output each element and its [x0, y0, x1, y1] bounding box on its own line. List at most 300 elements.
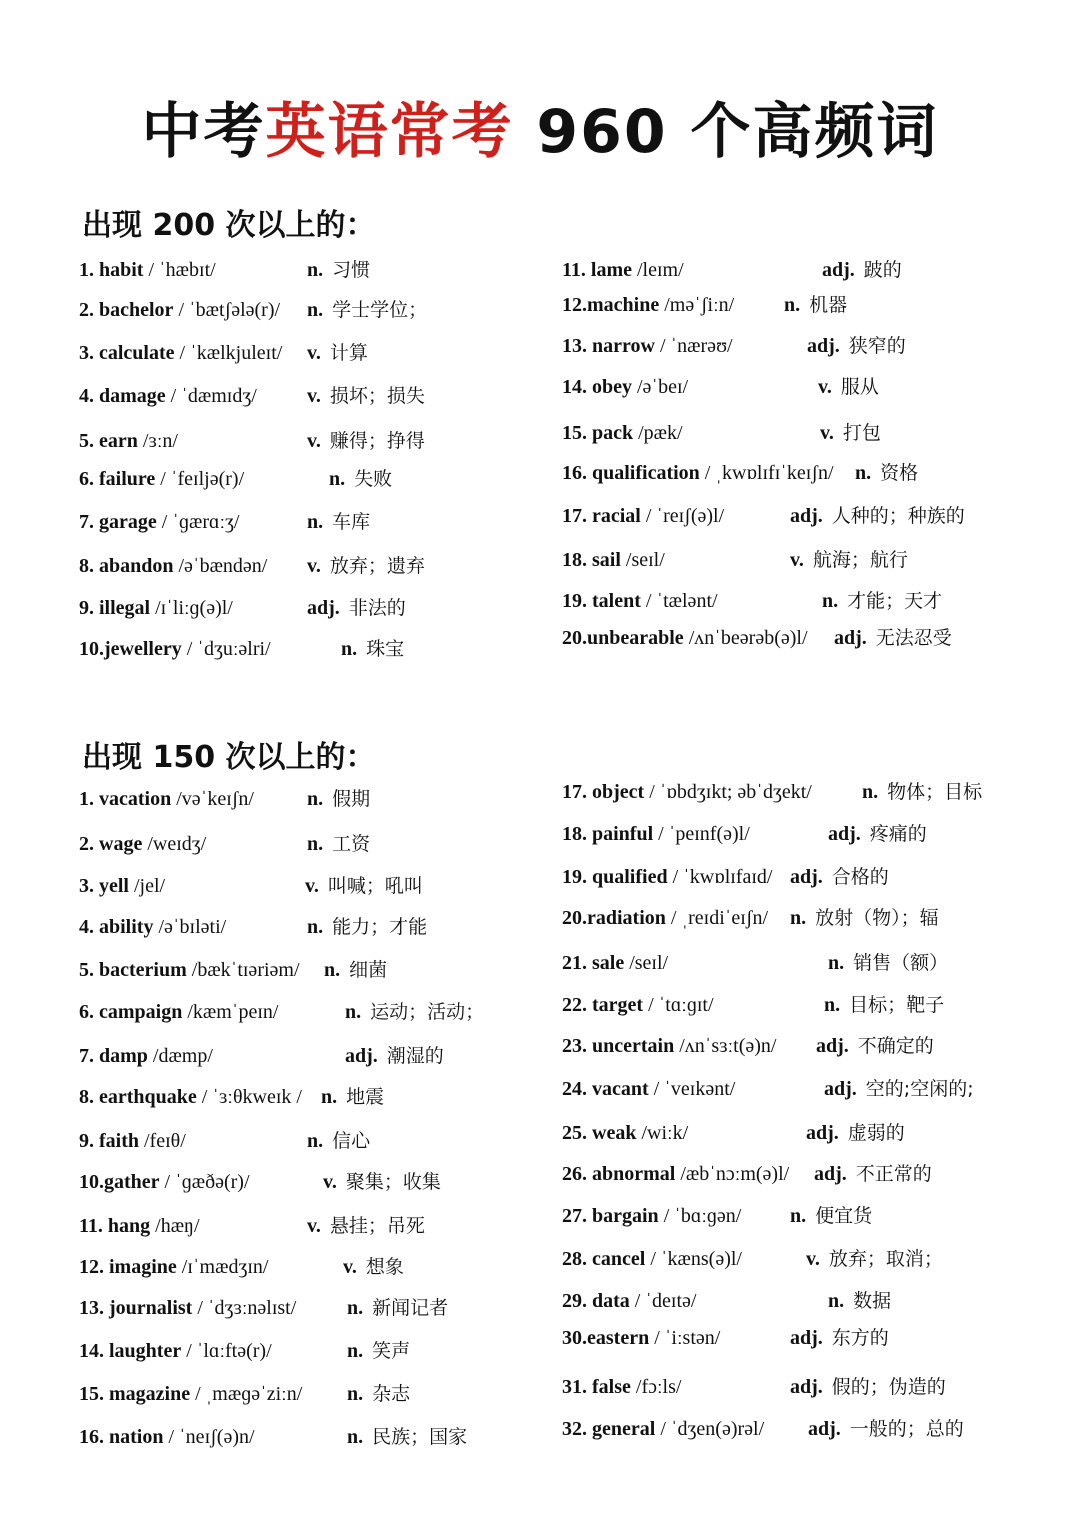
vocab-word: 18. painful	[562, 823, 654, 845]
vocab-phonetic: / ˈneɪʃ(ə)n/	[163, 1426, 255, 1448]
vocab-definition	[816, 1034, 934, 1058]
vocab-definition	[818, 375, 879, 399]
chinese-meaning: 不正常的	[855, 1163, 932, 1185]
vocab-definition	[806, 1247, 943, 1271]
vocab-definition	[790, 548, 908, 572]
chinese-meaning: 赚得；挣得	[329, 430, 425, 452]
vocab-word: 11. hang	[79, 1215, 151, 1237]
chinese-meaning: 叫喊；吼叫	[327, 875, 423, 897]
vocab-phonetic: /wiːk/	[636, 1122, 689, 1144]
vocab-word: 5. earn	[79, 430, 138, 452]
vocab-word: 21. sale	[562, 952, 625, 974]
vocab-definition	[784, 293, 847, 317]
vocab-word: 4. ability	[79, 916, 154, 938]
vocab-word: 16. nation	[79, 1426, 164, 1448]
part-of-speech: n.	[307, 788, 324, 810]
part-of-speech: v.	[307, 555, 321, 577]
vocab-word: 1. vacation	[79, 788, 172, 810]
vocab-definition	[307, 554, 425, 578]
chinese-meaning: 聚集；收集	[345, 1171, 441, 1193]
chinese-meaning: 潮湿的	[386, 1045, 444, 1067]
vocab-entry	[79, 874, 423, 898]
part-of-speech: v.	[790, 549, 804, 571]
vocab-word: 32. general	[562, 1418, 656, 1440]
vocab-definition	[822, 589, 942, 613]
vocab-phonetic: / ˈdʒuːəlri/	[181, 638, 271, 660]
vocab-word: 20.radiation	[562, 907, 666, 929]
vocab-entry	[79, 787, 371, 811]
part-of-speech: v.	[307, 385, 321, 407]
vocab-word: 1. habit	[79, 259, 144, 281]
part-of-speech: adj.	[790, 866, 823, 888]
vocab-phonetic: / ˌreɪdiˈeɪʃn/	[665, 907, 769, 929]
vocab-definition	[323, 1170, 441, 1194]
vocab-phonetic: /ɪˈliːɡ(ə)l/	[150, 597, 233, 619]
vocab-definition	[828, 822, 927, 846]
vocab-definition	[347, 1339, 410, 1363]
vocab-entry	[562, 421, 881, 445]
part-of-speech: adj.	[822, 259, 855, 281]
vocab-entry	[79, 1129, 371, 1153]
vocab-word: 6. campaign	[79, 1001, 183, 1023]
vocab-phonetic: /jel/	[129, 875, 166, 897]
part-of-speech: n.	[790, 1205, 807, 1227]
chinese-meaning: 车库	[332, 511, 371, 533]
vocab-word: 2. wage	[79, 833, 143, 855]
vocab-entry	[79, 258, 371, 282]
vocab-phonetic: /feɪθ/	[139, 1130, 186, 1152]
vocab-phonetic: /weɪdʒ/	[142, 833, 207, 855]
vocab-phonetic: / ˈreɪʃ(ə)l/	[640, 505, 725, 527]
vocab-entry	[79, 958, 388, 982]
vocab-entry	[79, 596, 406, 620]
vocab-entry	[79, 429, 425, 453]
vocab-word: 14. obey	[562, 376, 632, 398]
chinese-meaning: 笑声	[372, 1340, 411, 1362]
part-of-speech: n.	[307, 259, 324, 281]
vocab-word: 13. journalist	[79, 1297, 193, 1319]
part-of-speech: n.	[321, 1086, 338, 1108]
vocab-definition	[790, 906, 939, 930]
vocab-entry	[562, 780, 983, 804]
vocab-phonetic: /məˈʃiːn/	[659, 294, 735, 316]
vocab-definition	[307, 384, 425, 408]
section-heading-150: 出现 150 次以上的：	[82, 740, 376, 775]
chinese-meaning: 细菌	[349, 959, 388, 981]
vocab-entry	[79, 1255, 404, 1279]
vocab-entry	[79, 1085, 385, 1109]
chinese-meaning: 物体；目标	[887, 781, 983, 803]
vocab-entry	[79, 1214, 425, 1238]
vocab-definition	[807, 334, 906, 358]
chinese-meaning: 东方的	[831, 1327, 889, 1349]
vocab-entry	[562, 993, 945, 1017]
vocab-phonetic: /ʌnˈbeərəb(ə)l/	[683, 627, 808, 649]
vocab-phonetic: / ˈɡæðə(r)/	[159, 1171, 250, 1193]
part-of-speech: n.	[347, 1383, 364, 1405]
chinese-meaning: 无法忍受	[875, 627, 952, 649]
vocab-word: 19. qualified	[562, 866, 668, 888]
vocab-word: 9. faith	[79, 1130, 139, 1152]
part-of-speech: adj.	[814, 1163, 847, 1185]
vocab-word: 7. damp	[79, 1045, 148, 1067]
vocab-definition	[307, 298, 427, 322]
chinese-meaning: 数据	[853, 1290, 892, 1312]
vocab-phonetic: / ˌkwɒlɪfɪˈkeɪʃn/	[699, 462, 834, 484]
vocab-entry	[562, 504, 965, 528]
part-of-speech: v.	[323, 1171, 337, 1193]
vocab-entry	[562, 293, 848, 317]
vocab-phonetic: / ˈpeɪnf(ə)l/	[653, 823, 750, 845]
vocab-entry	[79, 1382, 411, 1406]
vocab-entry	[79, 915, 428, 939]
vocab-definition	[790, 1375, 946, 1399]
page-title	[0, 84, 1080, 170]
part-of-speech: n.	[828, 1290, 845, 1312]
vocab-word: 24. vacant	[562, 1078, 649, 1100]
vocab-entry	[562, 1375, 946, 1399]
vocab-phonetic: / ˈtɑːɡɪt/	[643, 994, 714, 1016]
vocab-entry	[562, 1417, 964, 1441]
vocab-word: 11. lame	[562, 259, 632, 281]
vocab-phonetic: /pæk/	[633, 422, 683, 444]
vocab-word: 9. illegal	[79, 597, 151, 619]
vocab-definition	[828, 951, 948, 975]
title-part-2-highlight: 英语常考	[265, 97, 514, 167]
vocab-phonetic: / ˈɒbdʒɪkt; əbˈdʒekt/	[644, 781, 812, 803]
part-of-speech: adj.	[834, 627, 867, 649]
vocab-word: 18. sail	[562, 549, 621, 571]
vocab-word: 29. data	[562, 1290, 630, 1312]
vocab-entry	[79, 1000, 485, 1024]
part-of-speech: adj.	[790, 1327, 823, 1349]
vocab-phonetic: /fɔːls/	[630, 1376, 682, 1398]
part-of-speech: n.	[347, 1297, 364, 1319]
vocab-phonetic: /seɪl/	[620, 549, 665, 571]
vocab-word: 19. talent	[562, 590, 641, 612]
vocab-entry	[562, 589, 943, 613]
chinese-meaning: 合格的	[831, 866, 889, 888]
vocab-phonetic: /bækˈtɪəriəm/	[186, 959, 300, 981]
vocab-definition	[347, 1382, 410, 1406]
chinese-meaning: 虚弱的	[847, 1122, 905, 1144]
vocab-definition	[307, 832, 370, 856]
part-of-speech: n.	[784, 294, 801, 316]
vocab-word: 12. imagine	[79, 1256, 177, 1278]
vocab-word: 14. laughter	[79, 1340, 182, 1362]
vocab-word: 7. garage	[79, 511, 157, 533]
vocab-phonetic: /leɪm/	[632, 259, 684, 281]
vocab-phonetic: / ˈdæmɪdʒ/	[165, 385, 257, 407]
vocab-entry	[79, 510, 371, 534]
section-heading-200: 出现 200 次以上的：	[82, 208, 376, 243]
vocab-word: 3. yell	[79, 875, 129, 897]
chinese-meaning: 能力；才能	[332, 916, 428, 938]
vocab-entry	[79, 341, 368, 365]
vocab-phonetic: / ˈveɪkənt/	[648, 1078, 736, 1100]
vocab-entry	[79, 1170, 441, 1194]
chinese-meaning: 想象	[365, 1256, 404, 1278]
title-part-1: 中考	[141, 97, 266, 167]
chinese-meaning: 人种的；种族的	[831, 505, 965, 527]
chinese-meaning: 损坏；损失	[329, 385, 425, 407]
part-of-speech: n.	[324, 959, 341, 981]
vocab-phonetic: /dæmp/	[147, 1045, 213, 1067]
vocab-definition	[343, 1255, 404, 1279]
vocab-entry	[79, 832, 371, 856]
vocab-definition	[307, 258, 370, 282]
vocab-entry	[79, 1044, 444, 1068]
part-of-speech: adj.	[345, 1045, 378, 1067]
chinese-meaning: 计算	[329, 342, 368, 364]
vocab-word: 15. magazine	[79, 1383, 191, 1405]
vocab-phonetic: /ʌnˈsɜːt(ə)n/	[674, 1035, 777, 1057]
vocab-entry	[562, 1326, 889, 1350]
part-of-speech: n.	[347, 1426, 364, 1448]
vocab-entry	[562, 951, 949, 975]
chinese-meaning: 工资	[332, 833, 371, 855]
vocab-definition	[814, 1162, 932, 1186]
vocab-word: 6. failure	[79, 468, 156, 490]
vocab-entry	[79, 384, 425, 408]
chinese-meaning: 非法的	[348, 597, 406, 619]
title-part-3: 960 个高频词	[513, 97, 939, 167]
vocab-phonetic: /əˈbændən/	[173, 555, 268, 577]
part-of-speech: n.	[790, 907, 807, 929]
vocab-entry	[79, 1425, 468, 1449]
vocab-entry	[562, 1162, 932, 1186]
part-of-speech: n.	[822, 590, 839, 612]
chinese-meaning: 假的；伪造的	[831, 1376, 946, 1398]
vocab-definition	[790, 1204, 872, 1228]
part-of-speech: adj.	[806, 1122, 839, 1144]
part-of-speech: n.	[329, 468, 346, 490]
vocab-entry	[79, 298, 428, 322]
chinese-meaning: 民族；国家	[372, 1426, 468, 1448]
vocab-definition	[307, 510, 370, 534]
vocab-definition	[324, 958, 387, 982]
part-of-speech: n.	[855, 462, 872, 484]
vocab-word: 10.gather	[79, 1171, 160, 1193]
chinese-meaning: 才能；天才	[847, 590, 943, 612]
vocab-entry	[79, 1339, 411, 1363]
part-of-speech: v.	[343, 1256, 357, 1278]
chinese-meaning: 资格	[880, 462, 919, 484]
vocab-entry	[562, 822, 927, 846]
vocab-phonetic: / ˈɜːθkweɪk /	[196, 1086, 302, 1108]
chinese-meaning: 假期	[332, 788, 371, 810]
vocab-word: 2. bachelor	[79, 299, 174, 321]
vocab-phonetic: /vəˈkeɪʃn/	[171, 788, 254, 810]
vocab-phonetic: / ˈdʒen(ə)rəl/	[655, 1418, 765, 1440]
part-of-speech: n.	[341, 638, 358, 660]
chinese-meaning: 狭窄的	[848, 335, 906, 357]
vocab-word: 10.jewellery	[79, 638, 182, 660]
vocab-phonetic: / ˌmæɡəˈziːn/	[190, 1383, 303, 1405]
vocab-definition	[307, 1214, 425, 1238]
vocab-word: 26. abnormal	[562, 1163, 676, 1185]
vocab-phonetic: /kæmˈpeɪn/	[182, 1001, 279, 1023]
vocab-phonetic: / ˈhæbɪt/	[143, 259, 216, 281]
vocab-entry	[562, 1289, 892, 1313]
vocab-definition	[307, 429, 425, 453]
vocab-phonetic: /seɪl/	[624, 952, 669, 974]
part-of-speech: adj.	[828, 823, 861, 845]
vocab-word: 16. qualification	[562, 462, 700, 484]
vocab-entry	[79, 467, 393, 491]
part-of-speech: v.	[307, 1215, 321, 1237]
vocab-word: 22. target	[562, 994, 644, 1016]
part-of-speech: v.	[820, 422, 834, 444]
part-of-speech: n.	[345, 1001, 362, 1023]
vocab-definition	[307, 341, 368, 365]
chinese-meaning: 放射（物）；辐	[815, 907, 939, 929]
vocab-definition	[828, 1289, 891, 1313]
vocab-entry	[562, 375, 879, 399]
vocab-entry	[562, 865, 889, 889]
vocab-definition	[820, 421, 881, 445]
vocab-word: 30.eastern	[562, 1327, 650, 1349]
chinese-meaning: 目标；靶子	[849, 994, 945, 1016]
vocab-word: 15. pack	[562, 422, 634, 444]
vocab-word: 28. cancel	[562, 1248, 646, 1270]
vocab-entry	[562, 1204, 873, 1228]
vocab-definition	[345, 1000, 484, 1024]
vocab-definition	[834, 626, 952, 650]
vocab-entry	[79, 637, 405, 661]
vocab-phonetic: / ˈɡærɑːʒ/	[156, 511, 240, 533]
part-of-speech: adj.	[807, 335, 840, 357]
chinese-meaning: 珠宝	[366, 638, 405, 660]
vocab-phonetic: / ˈkæns(ə)l/	[645, 1248, 742, 1270]
vocab-definition	[347, 1296, 448, 1320]
vocab-definition	[307, 1129, 370, 1153]
vocab-definition	[321, 1085, 384, 1109]
vocab-definition	[341, 637, 404, 661]
vocab-phonetic: /əˈbeɪ/	[632, 376, 689, 398]
chinese-meaning: 打包	[842, 422, 881, 444]
chinese-meaning: 放弃；遗弃	[329, 555, 425, 577]
vocab-definition	[305, 874, 423, 898]
vocab-definition	[790, 504, 965, 528]
vocab-entry	[562, 906, 939, 930]
chinese-meaning: 失败	[354, 468, 393, 490]
vocab-entry	[562, 1121, 905, 1145]
vocab-word: 3. calculate	[79, 342, 175, 364]
part-of-speech: n.	[307, 1130, 324, 1152]
chinese-meaning: 学士学位；	[332, 299, 428, 321]
chinese-meaning: 航海；航行	[812, 549, 908, 571]
part-of-speech: v.	[806, 1248, 820, 1270]
vocab-word: 17. object	[562, 781, 645, 803]
vocab-definition	[307, 787, 370, 811]
chinese-meaning: 便宜货	[815, 1205, 873, 1227]
vocab-entry	[562, 626, 952, 650]
part-of-speech: adj.	[808, 1418, 841, 1440]
chinese-meaning: 不确定的	[857, 1035, 934, 1057]
vocab-word: 23. uncertain	[562, 1035, 675, 1057]
vocab-word: 8. abandon	[79, 555, 174, 577]
vocab-phonetic: / ˈfeɪljə(r)/	[155, 468, 245, 490]
vocab-word: 31. false	[562, 1376, 631, 1398]
part-of-speech: n.	[307, 299, 324, 321]
chinese-meaning: 新闻记者	[372, 1297, 449, 1319]
part-of-speech: adj.	[790, 1376, 823, 1398]
vocab-word: 5. bacterium	[79, 959, 187, 981]
chinese-meaning: 跛的	[863, 259, 902, 281]
vocab-definition	[307, 915, 427, 939]
part-of-speech: v.	[818, 376, 832, 398]
part-of-speech: n.	[307, 916, 324, 938]
part-of-speech: n.	[828, 952, 845, 974]
vocab-definition	[790, 1326, 889, 1350]
vocab-definition	[862, 780, 982, 804]
part-of-speech: adj.	[816, 1035, 849, 1057]
chinese-meaning: 空的;空闲的;	[865, 1078, 974, 1100]
part-of-speech: v.	[307, 342, 321, 364]
vocab-word: 13. narrow	[562, 335, 655, 357]
vocab-entry	[562, 334, 906, 358]
vocab-phonetic: / ˈdʒɜːnəlɪst/	[192, 1297, 297, 1319]
vocab-entry	[79, 554, 425, 578]
chinese-meaning: 放弃；取消；	[828, 1248, 943, 1270]
chinese-meaning: 疼痛的	[869, 823, 927, 845]
vocab-phonetic: / ˈkælkjuleɪt/	[174, 342, 283, 364]
chinese-meaning: 杂志	[372, 1383, 411, 1405]
vocab-definition	[822, 258, 902, 282]
part-of-speech: adj.	[307, 597, 340, 619]
vocab-definition	[855, 461, 918, 485]
vocab-definition	[347, 1425, 467, 1449]
vocab-word: 17. racial	[562, 505, 641, 527]
part-of-speech: adj.	[824, 1078, 857, 1100]
part-of-speech: adj.	[790, 505, 823, 527]
part-of-speech: n.	[862, 781, 879, 803]
vocab-phonetic: / ˈiːstən/	[649, 1327, 721, 1349]
part-of-speech: n.	[347, 1340, 364, 1362]
part-of-speech: v.	[305, 875, 319, 897]
chinese-meaning: 销售（额）	[853, 952, 949, 974]
vocab-entry	[562, 461, 919, 485]
vocab-definition	[345, 1044, 444, 1068]
vocab-phonetic: / ˈtælənt/	[640, 590, 718, 612]
vocab-phonetic: /ɜːn/	[137, 430, 178, 452]
part-of-speech: n.	[824, 994, 841, 1016]
vocab-word: 27. bargain	[562, 1205, 659, 1227]
part-of-speech: n.	[307, 511, 324, 533]
chinese-meaning: 悬挂；吊死	[329, 1215, 425, 1237]
vocab-phonetic: /ɪˈmædʒɪn/	[176, 1256, 269, 1278]
vocab-phonetic: / ˈnærəʊ/	[654, 335, 733, 357]
vocab-definition	[824, 993, 944, 1017]
vocab-entry	[562, 1247, 943, 1271]
vocab-word: 25. weak	[562, 1122, 637, 1144]
vocab-definition	[307, 596, 406, 620]
vocab-definition	[824, 1077, 974, 1101]
vocab-entry	[562, 258, 902, 282]
vocab-word: 20.unbearable	[562, 627, 684, 649]
vocab-word: 4. damage	[79, 385, 166, 407]
vocab-phonetic: / ˈbɑːɡən/	[658, 1205, 742, 1227]
vocab-entry	[562, 1077, 974, 1101]
chinese-meaning: 机器	[809, 294, 848, 316]
vocab-definition	[806, 1121, 905, 1145]
part-of-speech: v.	[307, 430, 321, 452]
vocab-definition	[790, 865, 889, 889]
vocab-phonetic: / ˈbætʃələ(r)/	[173, 299, 281, 321]
vocab-phonetic: / ˈkwɒlɪfaɪd/	[667, 866, 773, 888]
chinese-meaning: 服从	[840, 376, 879, 398]
